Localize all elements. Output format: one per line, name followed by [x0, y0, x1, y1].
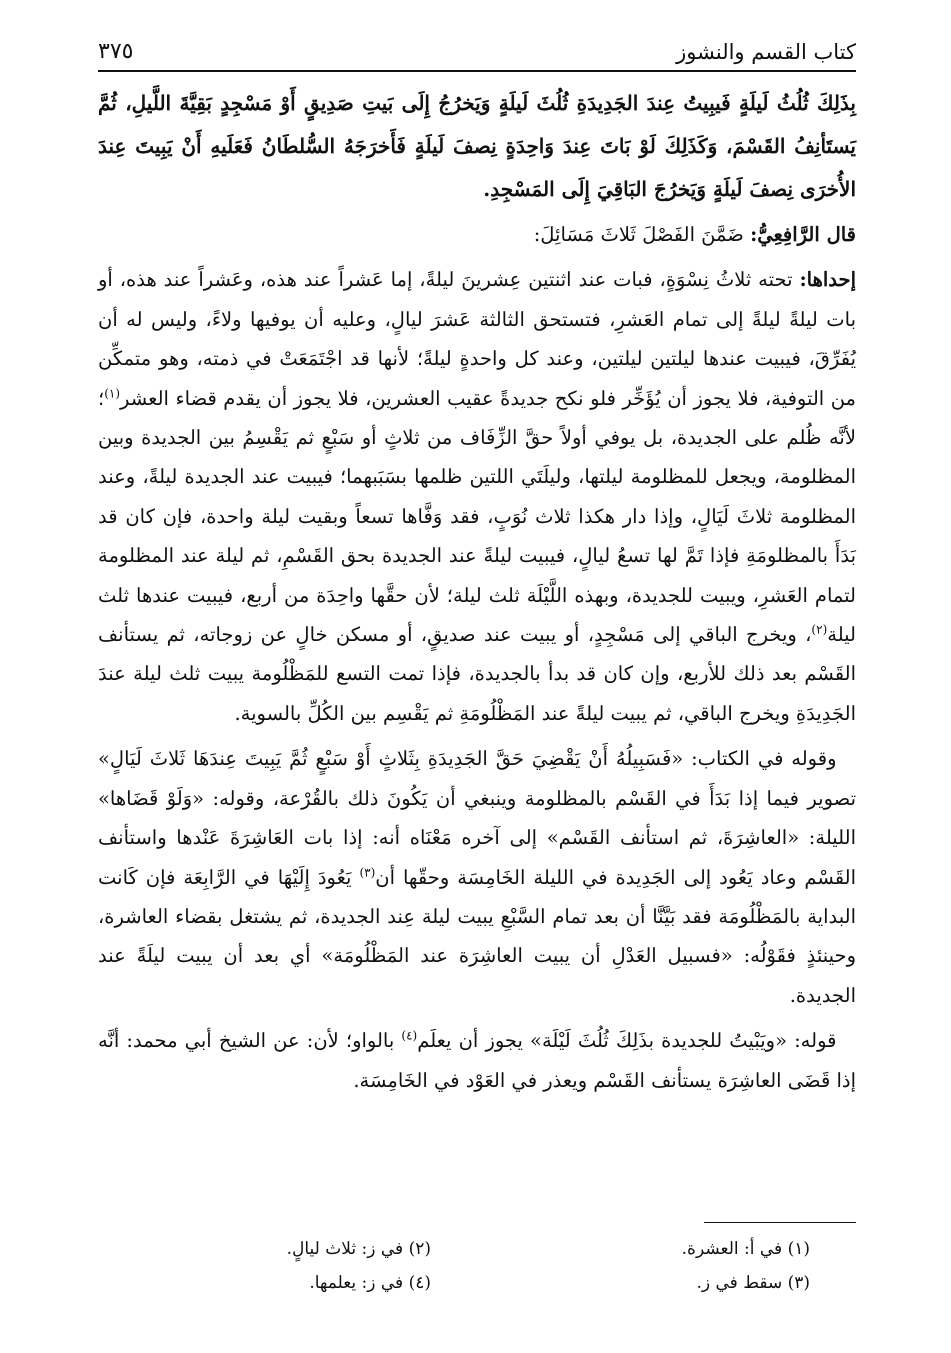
footnote-3: (٣) سقط في ز.: [696, 1273, 810, 1293]
speaker-label: قال الرَّافِعِيُّ:: [750, 223, 856, 246]
book-quote-paragraph: [98, 739, 856, 1015]
paragraph-text: ، ويخرج الباقي إلى مَسْجِدٍ، أو يبيت عند صديقٍ، أو مسكن خالٍ عن زوجاته، ثم يستأنف القَسْم بعد ذلك للأربع، وإن كان قد بدأ بالجديدة، فإذا تمت التسع للمَظْلُومة يبيت ثلث ليلة عندَ الجَدِيدَةِ ويخرج الباقي، ثم يبيت ليلةً عند المَظْلُومَةِ ثم يَقْسِم بين الكُلِّ بالسوية.: [98, 623, 856, 725]
commentary-intro: [98, 215, 856, 254]
final-paragraph: [98, 1021, 856, 1100]
book-page: [98, 30, 856, 1330]
paragraph-text: ؛ لأنَّه ظُلم على الجديدة، بل يوفي أولاً حقَّ الزِّفَاف من ثلاثٍ أو سَبْعٍ ثم يَقْسِمُ بين الجديدة وبين المظلومة، ويجعل للمظلومة ليلتها، وليلَتَي اللتين ظلمها بسَبَبهما؛ فيبيت عند الجديدة ليلةً، وعند المظلومة ثلاثَ لَيَالٍ، وإذا دار هكذا ثلاث نُوَبٍ، فقد وَفَّاها تسعاً وبقيت ليلة واحدة، فإن كان قد بَدَأَ بالمظلومَةِ فإذا تَمَّ لها تسعُ ليالٍ، فيبيت ليلةً عند الجديدة بحق القَسْمِ، ثم ليلة عند المظلومة لتمام العَشرِ، ويبيت للجديدة، وبهذه اللَّيْلَة ثلث ليلة؛ لأن حقَّها واحِدَة من أربع، فيبيت عندها ثلث ليلة: [98, 386, 856, 647]
footnotes: [98, 1236, 856, 1296]
footnote-4: (٤) في ز: يعلمها.: [309, 1273, 431, 1293]
issue-label: إحداها:: [799, 268, 857, 292]
paragraph-text: تحته ثلاثُ نِسْوَةٍ، فبات عند اثنتين عِشرينَ ليلةً، إما عَشراً عند هذه، وعَشراً عند هذه، أو بات ليلةً ليلةً إلى تمام العَشرِ، فتستحق الثالثة عَشرَ ليالٍ، وعليه أن يوفيها ولاءً، وليس له أن يُفَرِّقَ، فيبيت عندها ليلتين ليلتين، وعند كل واحدةٍ ليلةً؛ لأنها قد اجْتَمَعَتْ في ذمته، وهو متمكِّن من التوفية، فلا يجوز أن يُؤَخِّر فلو نكح جديدةً عقيب العشرين، فلا يجوز أن يقدم قضاء العشر: [98, 268, 856, 410]
footnote-ref[interactable]: (٤): [401, 1028, 418, 1043]
footnote-ref[interactable]: (٢): [811, 622, 828, 637]
running-header: [98, 30, 856, 72]
footnote-ref[interactable]: (٣): [359, 865, 376, 879]
matn-paragraph: بِذَلِكَ ثُلُثُ لَيلَةٍ فَيبِيتُ عِندَ الجَدِيدَةِ ثُلُثَ لَيلَةٍ وَيَخرُجُ إِلَى بَيتِ صَدِيقٍ أَوْ مَسْجِدٍ بَقِيَّةَ اللَّيلِ، ثُمَّ يَستَأنِفُ القَسْمَ، وَكَذَلِكَ لَوْ بَاتَ عِندَ وَاحِدَةٍ نِصفَ لَيلَةٍ فَأَخرَجَهُ السُّلطَانُ فَعَلَيهِ أَنْ يَبِيتَ عِندَ الأُخرَى نِصفَ لَيلَةٍ وَيَخرُجَ البَاقِيَ إِلَى المَسْجِدِ.: [98, 91, 856, 201]
footnote-1: (١) في أ: العشرة.: [681, 1239, 810, 1259]
paragraph-text: بالواو؛ لأن: عن الشيخ أبي محمد: أنَّه إذا قَضَى العاشِرَة يستأنف القَسْم ويعذر في العَوْد في الخَامِسَة.: [98, 1029, 856, 1092]
main-text: [98, 82, 856, 1106]
paragraph-text: يَعُودَ إِلَيْهَا في الرَّابِعَة فإن كَانت البداية بالمَظْلُومَة فقد بَيَّنَّا أن بعد تمام السَّبْعِ يبيت ليلة عِند الجديدة، ثم يشتغل بقضاء العاشرة، وحينئذٍ فقَوْلُه: «فسبيل العَدْلِ أن يبيت العاشِرَة عند المَظْلُومَة» أي بعد أن يبيت ليلَةً عند الجديدة.: [98, 865, 856, 1007]
chapter-title: كتاب القسم والنشوز: [676, 40, 856, 64]
paragraph-text: وقوله في الكتاب: «فَسَبِيلُهُ أَنْ يَقْضِيَ حَقَّ الجَدِيدَةِ بِثَلاثٍ أَوْ سَبْعٍ ثُمَّ يَبِيتَ عِندَهَا ثَلاثَ لَيَالٍ» تصوير فيما إذا بَدَأَ في القَسْم بالمظلومة وينبغي أن يَكُونَ ذلك بالقُرْعة، وقوله: «وَلَوْ قَضَاها» الليلة: «العاشِرَةَ، ثم استأنف القَسْم» إلى آخره مَعْنَاه أنه: إذا بات العَاشِرَةَ عَنْدها واستأنف القَسْم وعاد يَعُود إلى الجَدِيدة في الليلة الخَامِسَة وحقّها أن: [98, 747, 856, 889]
page-number: ٣٧٥: [98, 39, 134, 64]
issue-one-paragraph: [98, 260, 856, 733]
footnote-ref[interactable]: (١): [104, 386, 121, 401]
paragraph-text: قوله: «ويَبْيتُ للجديدة بذَلِكَ ثُلُثَ لَيْلَة» يجوز أن يعلَم: [417, 1029, 837, 1053]
footnote-divider: [704, 1222, 856, 1223]
footnote-2: (٢) في ز: ثلاث ليالٍ.: [286, 1239, 431, 1259]
intro-text: ضَمَّنَ الفَصْلَ ثَلاثَ مَسَائِلَ:: [533, 223, 744, 246]
